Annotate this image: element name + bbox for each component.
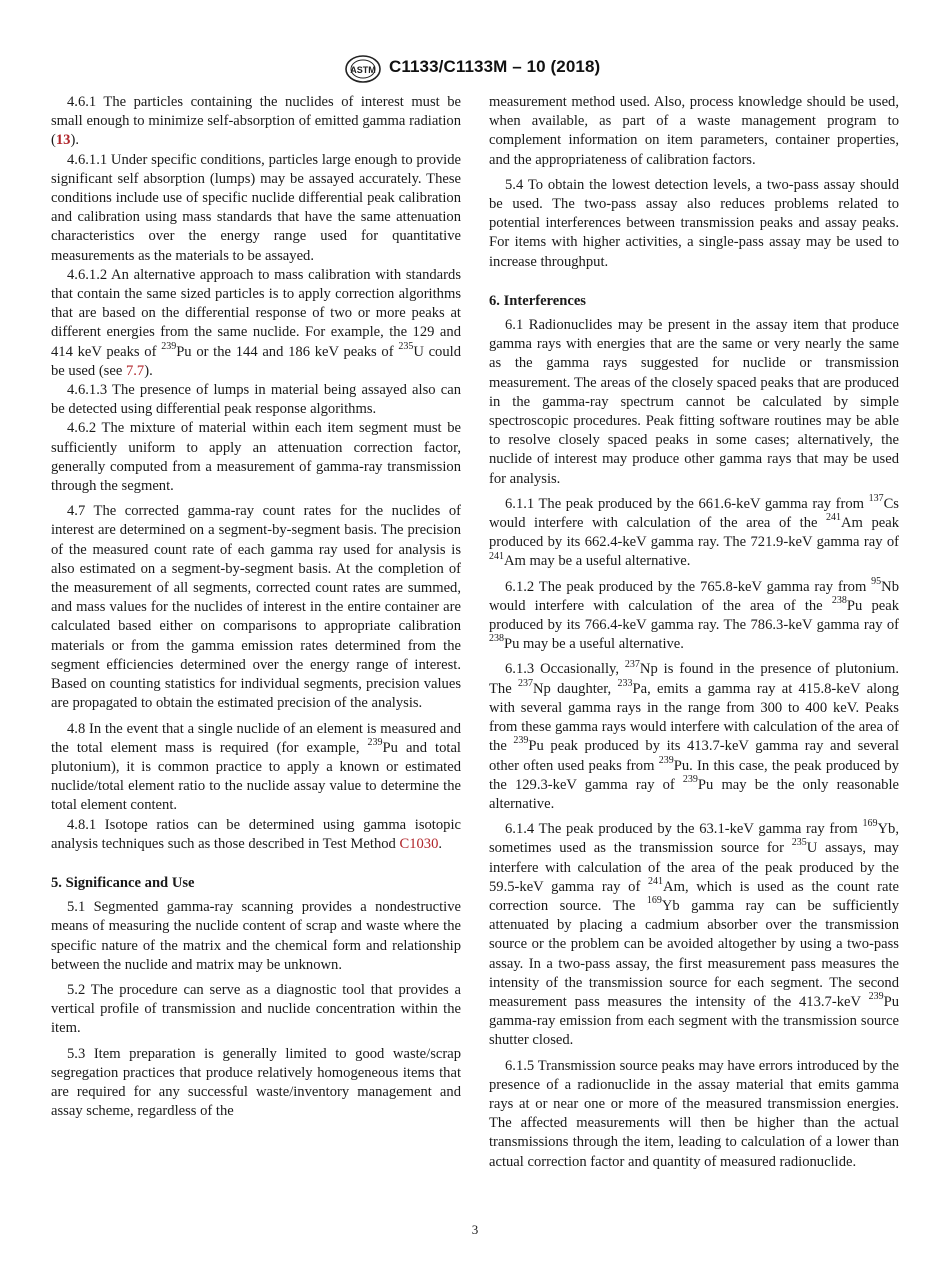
para-5-3: 5.3 Item preparation is generally limited to good waste/scrap segregation practices that produce relatively homogeneous items that are required for any successful waste/inventory management and assay scheme, regardless of the [51,1045,461,1120]
para-5-4: 5.4 To obtain the lowest detection levels, a two-pass assay should be used. The two-pass assay also reduces problems related to potential interferences between transmission peaks and assay peaks. For items with higher activities, a single-pass assay may be used to increase throughput. [489,176,899,270]
para-6-1-4: 6.1.4 The peak produced by the 63.1-keV gamma ray from $^{169}$Yb, sometimes used as the transmission source for $^{235}$U assays, may interfere with calculation of the area of the peak produced by the 59.5-keV gamma ray of $^{241}$Am, which is used as the count rate correction source. The $^{169}$Yb gamma ray can be sufficiently attenuated by placing a cadmium absorber over the transmission source or the problem can be avoided altogether by using a two-pass assay. In a two-pass assay, the first measurement pass measures the intensity of the transmission source for each segment. The second measurement pass measures the intensity of the 413.7-keV $^{239}$Pu gamma-ray emission from each segment with the transmission source shutter closed. [489,818,899,1049]
para-4-6-1-3: 4.6.1.3 The presence of lumps in material being assayed also can be detected using differential peak response algorithms. [51,382,461,418]
page-header [0,55,950,85]
para-6-1-1: 6.1.1 The peak produced by the 661.6-keV gamma ray from $^{137}$Cs would interfere with calculation of the area of the $^{241}$Am peak produced by its 662.4-keV gamma ray. The 721.9-keV gamma ray of $^{241}$Am may be a useful alternative. [489,493,899,570]
para-4-7: 4.7 The corrected gamma-ray count rates for the nuclides of interest are determined on a segment-by-segment basis. The precision of the measured count rate of each gamma ray used for analysis is also estimated on a segment-by-segment basis. At the completion of the measurement of all segments, corrected count rates are summed, and mass values for the nuclides of interest in the entire container are calculated based either on comparisons to appropriate calibration materials or from the gamma emission rates determined from the segment efficiencies determined over the energy range of interest. Based on counting statistics for individual segments, precision values are propagated to obtain the estimated precision of the analysis. [51,503,461,712]
left-column [51,93,461,1121]
heading-section-5: 5. Significance and Use [51,874,195,891]
document-designation: C1133/C1133M – 10 (2018) [389,57,601,76]
para-6-1-2: 6.1.2 The peak produced by the 765.8-keV gamma ray from $^{95}$Nb would interfere with calculation of the area of the $^{238}$Pu peak produced by its 766.4-keV gamma ray. The 786.3-keV gamma ray of $^{238}$Pu may be a useful alternative. [489,575,899,653]
para-5-3-continued: measurement method used. Also, process knowledge should be used, when available, as part of a waste management program to complement information on item parameters, container properties, and the appropriateness of calibration factors. [489,94,899,168]
method-link-c1030[interactable]: C1030 [399,835,439,852]
reference-link-13[interactable]: 13 [55,132,71,149]
para-4-6-1-1: 4.6.1.1 Under specific conditions, particles large enough to provide significant self absorption (lumps) may be assayed accurately. These conditions include use of specific nuclide differential peak calibration and calibration using mass standards that have the same attenuation characteristics over the energy range used for quantitative measurements as the materials to be assayed. [51,151,461,264]
para-4-6-1-2: 4.6.1.2 An alternative approach to mass calibration with standards that contain the same sized particles is to apply correction algorithms that are based on the differential response of two or more peaks at different energies from the same nuclide. For example, the 129 and 414 keV peaks of $^{239}$Pu or the 144 and 186 keV peaks of $^{235}$U could be used (see 7.7). [51,266,461,379]
para-5-2: 5.2 The procedure can serve as a diagnostic tool that provides a vertical profile of transmission and nuclide concentration within the item. [51,981,461,1037]
para-4-6-1: 4.6.1 The particles containing the nuclides of interest must be small enough to minimize self-absorption of emitted gamma radiation (13). [51,94,461,149]
section-link-7-7[interactable]: 7.7 [125,362,145,379]
astm-logo [343,55,383,83]
para-6-1: 6.1 Radionuclides may be present in the assay item that produce gamma rays with energies that are the same or very nearly the same as the gamma rays suggested for nuclide or transmission measurement. The areas of the closely spaced peaks that are produced in the gamma-ray spectrum cannot be calculated by simple spectroscopic procedures. Peak fitting software routines may be able to resolve closely spaced peaks in some cases; alternatively, the nuclide of interest may produce other gamma rays that may be used for analysis. [489,317,899,487]
para-4-6-2: 4.6.2 The mixture of material within each item segment must be sufficiently uniform to apply an attenuation correction factor, generally computed from a measurement of gamma-ray transmission through the segment. [51,420,461,495]
svg-text:ASTM: ASTM [350,65,376,75]
page-number: 3 [471,1222,479,1237]
para-6-1-5: 6.1.5 Transmission source peaks may have errors introduced by the presence of a radionuclide in the assay material that emits gamma rays at or near one or more of the measured transmission energies. The affected measurements will then be higher than the actual transmissions through the item, leading to calculation of a lower than actual correction factor and quantity of measured radionuclide. [489,1057,899,1170]
para-4-8: 4.8 In the event that a single nuclide of an element is measured and the total element mass is required (for example, $^{239}$Pu and total plutonium), it is common practice to apply a known or estimated nuclide/total element ratio to the nuclide assay value to determine the total element content. [51,720,461,814]
right-column [489,93,899,1172]
para-6-1-3: 6.1.3 Occasionally, $^{237}$Np is found in the presence of plutonium. The $^{237}$Np daughter, $^{233}$Pa, emits a gamma ray at 415.8-keV along with several gamma rays in the range from 300 to 400 keV. Peaks from these gamma rays would interfere with calculation of the area of the $^{239}$Pu peak produced by its 413.7-keV gamma ray and several other often used peaks from $^{239}$Pu. In this case, the peak produced by the 129.3-keV gamma ray of $^{239}$Pu may be the only reasonable alternative. [489,658,900,812]
para-4-8-1: 4.8.1 Isotope ratios can be determined using gamma isotopic analysis techniques such as those described in Test Method C1030. [51,816,461,852]
para-5-1: 5.1 Segmented gamma-ray scanning provides a nondestructive means of measuring the nuclide content of scrap and waste where the specific nature of the matrix and the chemical form and relationship between the nuclide and matrix may be unknown. [51,899,461,973]
heading-section-6: 6. Interferences [489,292,586,309]
